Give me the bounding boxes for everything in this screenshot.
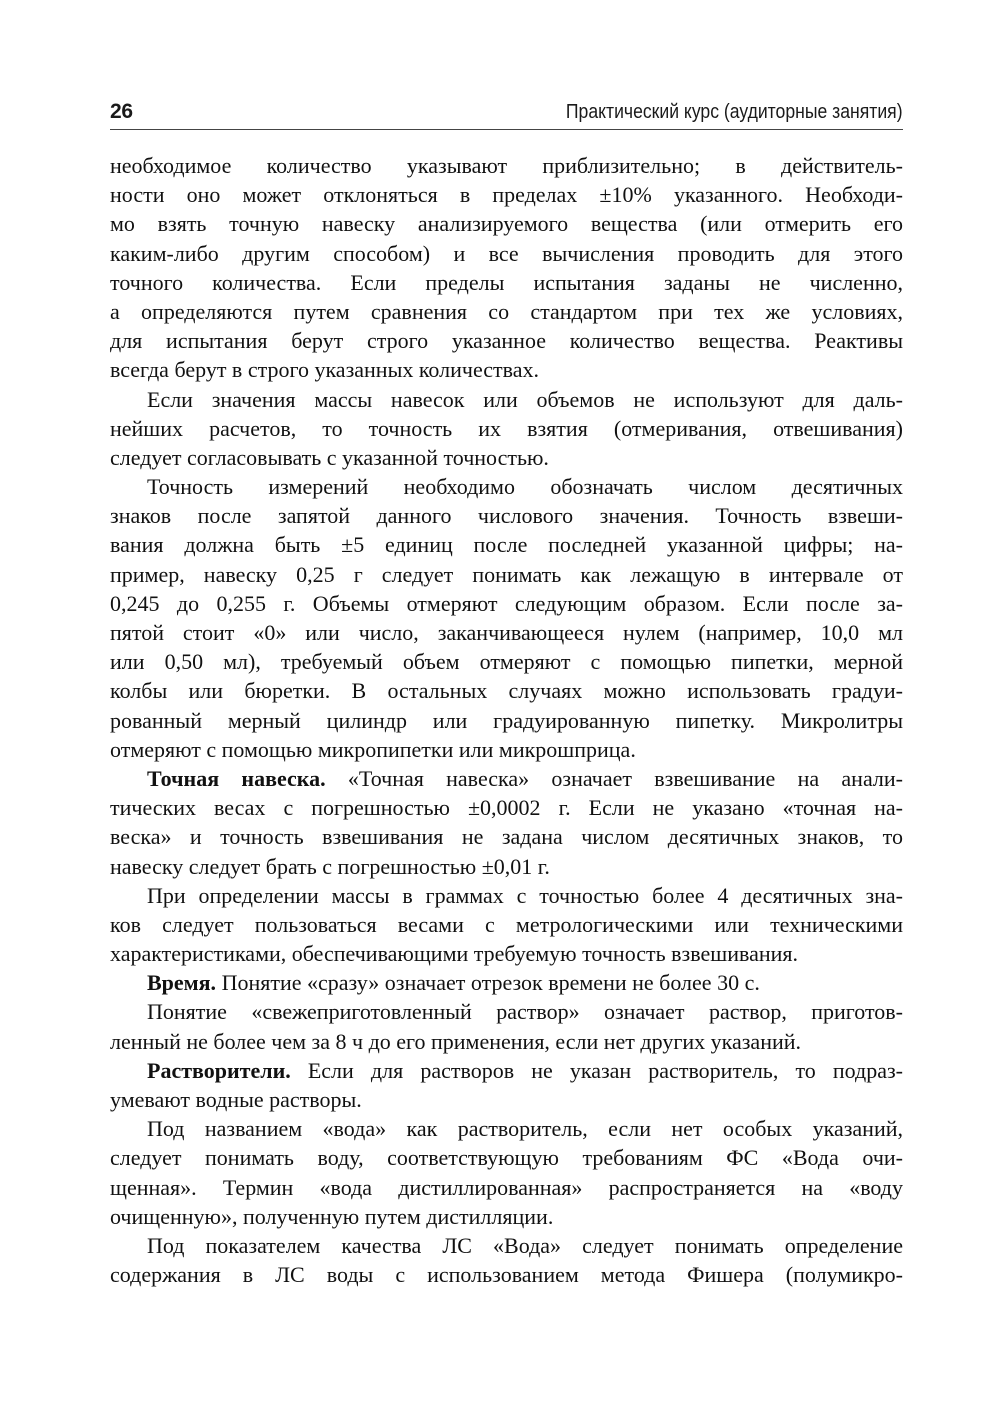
text-line xyxy=(110,501,903,530)
line-text: а определяются путем сравнения со стандартом при тех же условиях, xyxy=(110,298,903,324)
running-header xyxy=(110,99,903,130)
text-line xyxy=(110,822,903,851)
text-line xyxy=(110,910,903,939)
line-text: следует согласовывать с указанной точностью. xyxy=(110,444,549,470)
paragraph-first-line xyxy=(110,1231,903,1260)
text-line xyxy=(110,647,903,676)
line-text: знаков после запятой данного числового значения. Точность взвеши- xyxy=(110,503,903,529)
line-text: тических весах с погрешностью ±0,0002 г. Если не указано «точная на- xyxy=(110,795,903,821)
text-line xyxy=(110,618,903,647)
text-line xyxy=(110,706,903,735)
page-number: 26 xyxy=(110,100,133,123)
line-text: 0,245 до 0,255 г. Объемы отмеряют следующим образом. Если после за- xyxy=(110,590,903,616)
line-text: При определении массы в граммах с точностью более 4 десятичных зна- xyxy=(147,882,903,908)
line-text: щенная». Термин «вода дистиллированная» распространяется на «воду xyxy=(110,1174,903,1200)
paragraph-first-line xyxy=(110,1056,903,1085)
text-line xyxy=(110,1085,903,1114)
line-text: содержания в ЛС воды с использованием метода Фишера (полумикро- xyxy=(110,1262,903,1288)
line-text: или 0,50 мл), требуемый объем отмеряют с помощью пипетки, мерной xyxy=(110,649,903,675)
line-text: Под названием «вода» как растворитель, если нет особых указаний, xyxy=(147,1116,903,1142)
line-text: Понятие «свежеприготовленный раствор» означает раствор, приготов- xyxy=(147,999,903,1025)
text-line xyxy=(110,1260,903,1289)
text-line xyxy=(110,239,903,268)
text-line xyxy=(110,151,903,180)
term-heading: Время. xyxy=(147,970,217,996)
text-line xyxy=(110,852,903,881)
text-line xyxy=(110,589,903,618)
line-text: умевают водные растворы. xyxy=(110,1087,362,1112)
line-text: точного количества. Если пределы испытания заданы не численно, xyxy=(110,269,903,295)
paragraph-first-line xyxy=(110,968,903,997)
text-line xyxy=(110,560,903,589)
paragraph-first-line xyxy=(110,472,903,501)
line-text: Если для растворов не указан растворитель, то подраз- xyxy=(290,1057,903,1083)
line-text: ков следует пользоваться весами с метрологическими или техническими xyxy=(110,911,903,937)
text-line xyxy=(110,1173,903,1202)
text-line xyxy=(110,735,903,764)
line-text: рованный мерный цилиндр или градуированную пипетку. Микролитры xyxy=(110,707,903,733)
line-text: нейших расчетов, то точность их взятия (отмеривания, отвешивания) xyxy=(110,415,903,441)
text-line xyxy=(110,1143,903,1172)
text-line xyxy=(110,676,903,705)
line-text: Если значения массы навесок или объемов не используют для даль- xyxy=(147,386,903,412)
paragraph-first-line xyxy=(110,764,903,793)
text-line xyxy=(110,530,903,559)
text-line xyxy=(110,1027,903,1056)
line-text: очищенную», полученную путем дистилляции. xyxy=(110,1203,554,1229)
line-text: всегда берут в строго указанных количествах. xyxy=(110,357,539,383)
line-text: колбы или бюретки. В остальных случаях можно использовать градуи- xyxy=(110,678,903,704)
line-text: пятой стоит «0» или число, заканчивающееся нулем (например, 10,0 мл xyxy=(110,620,903,645)
text-line xyxy=(110,793,903,822)
term-heading: Точная навеска. xyxy=(147,765,326,791)
term-heading: Растворители. xyxy=(147,1057,291,1083)
text-line xyxy=(110,268,903,297)
text-line xyxy=(110,180,903,209)
text-line xyxy=(110,414,903,443)
text-line xyxy=(110,1202,903,1231)
text-line xyxy=(110,209,903,238)
line-text: необходимое количество указывают приблизительно; в действитель- xyxy=(110,153,903,178)
line-text: отмеряют с помощью микропипетки или микрошприца. xyxy=(110,736,636,762)
line-text: для испытания берут строго указанное количество вещества. Реактивы xyxy=(110,328,903,354)
paragraph-first-line xyxy=(110,385,903,414)
line-text: Точность измерений необходимо обозначать числом десятичных xyxy=(147,474,903,500)
line-text: навеску следует брать с погрешностью ±0,01 г. xyxy=(110,853,550,879)
line-text: мо взять точную навеску анализируемого вещества (или отмерить его xyxy=(110,211,903,237)
text-line xyxy=(110,443,903,472)
line-text: Под показателем качества ЛС «Вода» следует понимать определение xyxy=(147,1232,903,1258)
line-text: веска» и точность взвешивания не задана числом десятичных знаков, то xyxy=(110,824,903,850)
line-text: «Точная навеска» означает взвешивание на анали- xyxy=(325,765,903,791)
paragraph-first-line xyxy=(110,881,903,910)
line-text: вания должна быть ±5 единиц после последней указанной цифры; на- xyxy=(110,532,903,558)
line-text: ности оно может отклоняться в пределах ±10% указанного. Необходи- xyxy=(110,182,903,208)
line-text: характеристиками, обеспечивающими требуемую точность взвешивания. xyxy=(110,941,799,967)
line-text: каким-либо другим способом) и все вычисления проводить для этого xyxy=(110,240,903,266)
text-line xyxy=(110,326,903,355)
line-text: пример, навеску 0,25 г следует понимать как лежащую в интервале от xyxy=(110,561,903,587)
line-text: Понятие «сразу» означает отрезок времени не более 30 с. xyxy=(216,970,760,996)
text-line xyxy=(110,297,903,326)
line-text: следует понимать воду, соответствующую требованиям ФС «Вода очи- xyxy=(110,1145,903,1171)
text-line xyxy=(110,939,903,968)
line-text: ленный не более чем за 8 ч до его применения, если нет других указаний. xyxy=(110,1028,802,1054)
paragraph-first-line xyxy=(110,997,903,1026)
text-line xyxy=(110,355,903,384)
section-title: Практический курс (аудиторные занятия) xyxy=(566,101,903,123)
paragraph-first-line xyxy=(110,1114,903,1143)
body-text xyxy=(110,151,903,1289)
